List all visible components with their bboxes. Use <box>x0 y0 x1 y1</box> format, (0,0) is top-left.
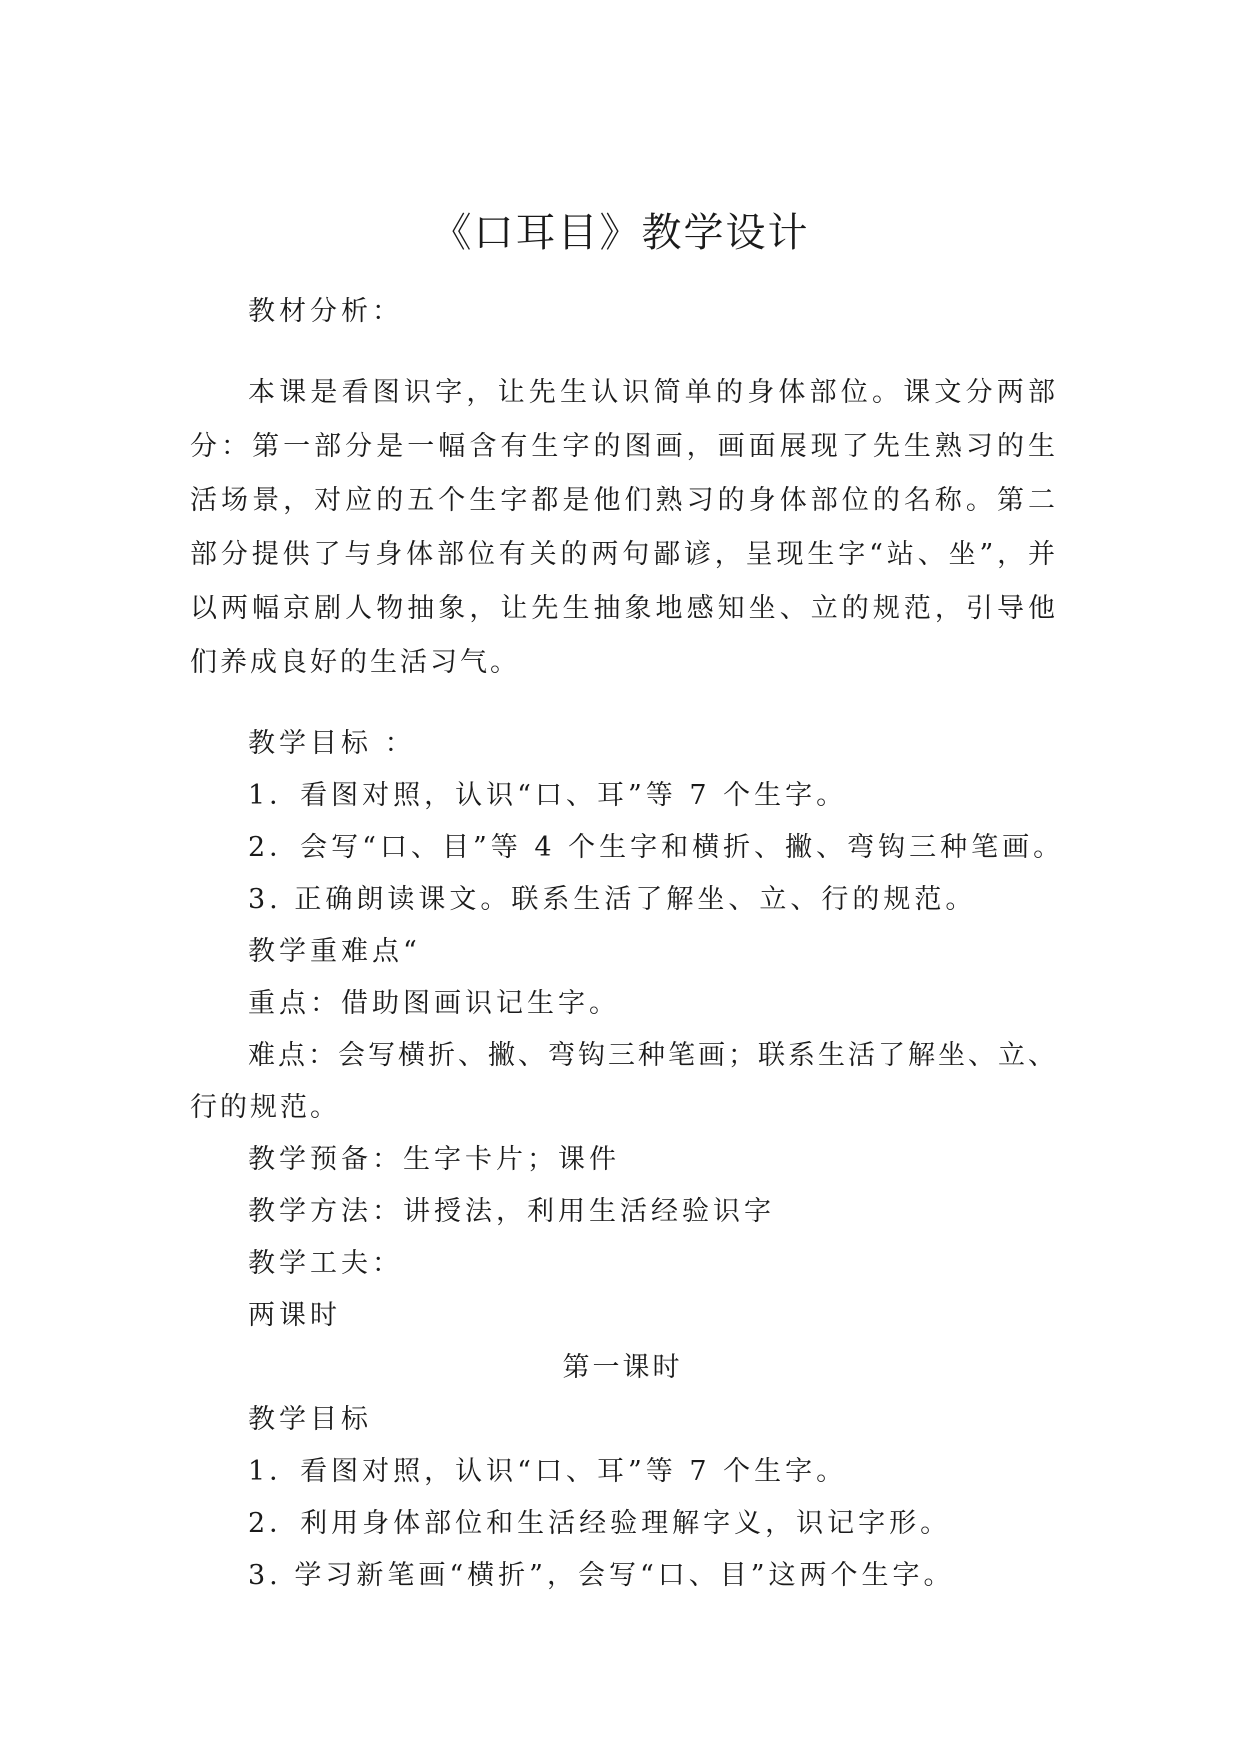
difficult-point: 难点：会写横折、撇、弯钩三种笔画；联系生活了解坐、立、行的规范。 <box>190 1040 1058 1123</box>
goal-item: 3. 正确朗读课文。联系生活了解坐、立、行的规范。 <box>248 884 977 915</box>
lesson-one-goal-item: 1．看图对照，认识“口、耳”等 7 个生字。 <box>248 1456 848 1487</box>
section-time-heading: 教学工夫： <box>248 1248 403 1279</box>
goal-item: 2．会写“口、目”等 4 个生字和横折、撇、弯钩三种笔画。 <box>248 832 1065 863</box>
teaching-preparation: 教学预备：生字卡片；课件 <box>248 1144 620 1175</box>
section-goals-heading: 教学目标 ： <box>248 728 416 759</box>
section-material-heading: 教材分析： <box>248 296 403 327</box>
document-body <box>190 286 1070 1602</box>
time-value: 两课时 <box>248 1300 341 1331</box>
material-paragraph: 本课是看图识字，让先生认识简单的身体部位。课文分两部分：第一部分是一幅含有生字的图画，画面展现了先生熟习的生活场景，对应的五个生字都是他们熟习的身体部位的名称。第二部分提供了与身体部位有关的两句鄙谚，呈现生字“站、坐”，并以两幅京剧人物抽象，让先生抽象地感知坐、立的规范，引导他们养成良好的生活习气。 <box>190 377 1058 678</box>
key-point: 重点：借助图画识记生字。 <box>248 988 620 1019</box>
lesson-one-goals-heading: 教学目标 <box>248 1404 372 1435</box>
lesson-one-heading: 第一课时 <box>562 1352 683 1383</box>
goal-item: 1．看图对照，认识“口、耳”等 7 个生字。 <box>248 780 848 811</box>
lesson-one-goal-item: 2．利用身体部位和生活经验理解字义，识记字形。 <box>248 1508 952 1539</box>
lesson-one-goal-item: 3. 学习新笔画“横折”，会写“口、目”这两个生字。 <box>248 1560 955 1591</box>
document-title: 《口耳目》教学设计 <box>431 210 810 256</box>
teaching-method: 教学方法：讲授法，利用生活经验识字 <box>248 1196 775 1227</box>
section-key-points-heading: 教学重难点“ <box>248 936 421 967</box>
